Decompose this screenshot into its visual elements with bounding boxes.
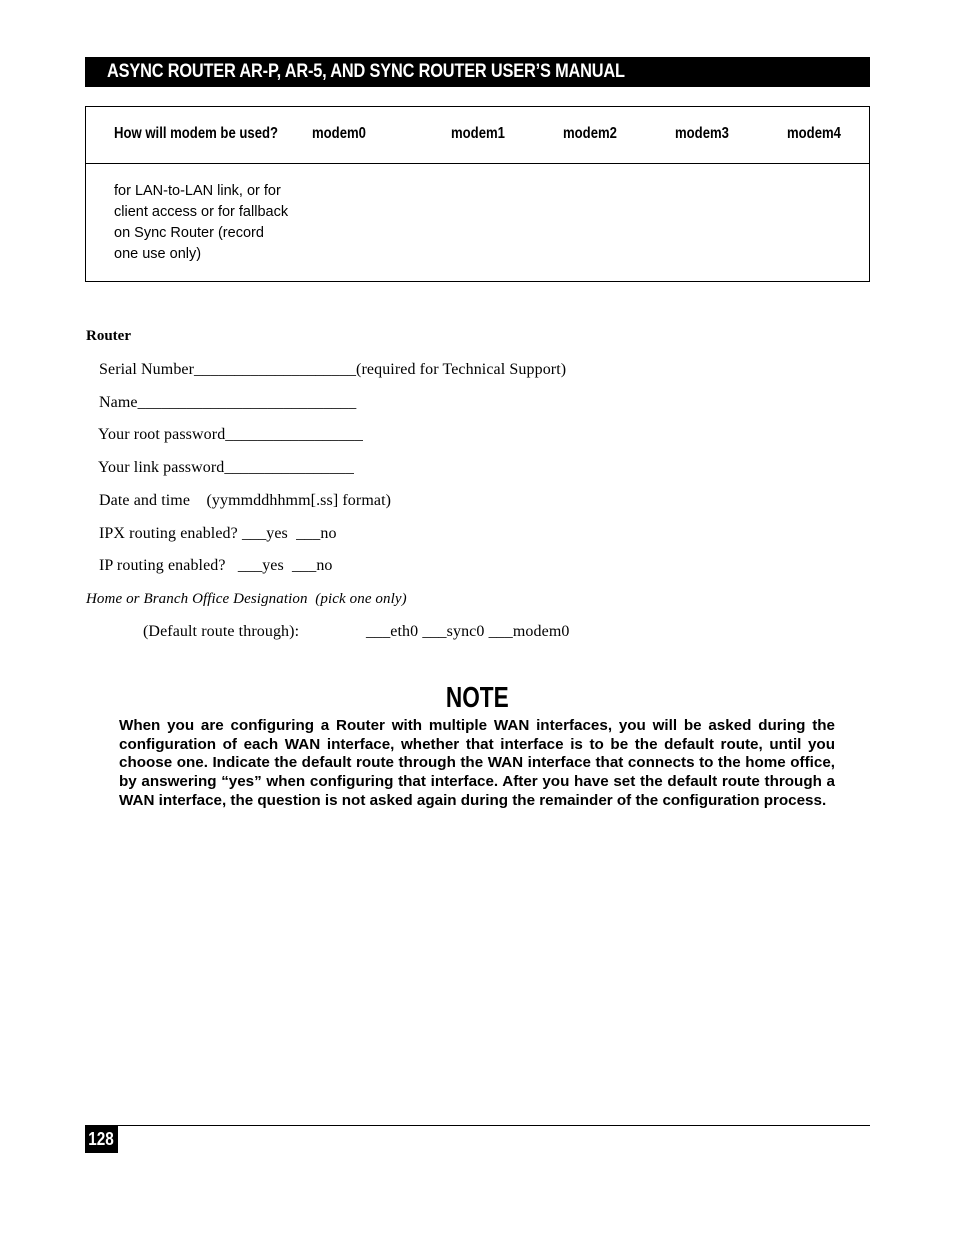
router-heading: Router [86,328,131,344]
usage-line: for LAN-to-LAN link, or for [114,183,281,199]
default-route-options: ___eth0 ___sync0 ___modem0 [366,623,570,640]
manual-title: ASYNC ROUTER AR-P, AR-5, AND SYNC ROUTER USER’S MANUAL [107,61,625,82]
modem-usage-table [85,106,870,282]
usage-line: one use only) [114,246,202,262]
root-password-field: Your root password_________________ [98,426,363,443]
name-field: Name___________________________ [99,394,357,411]
note-body: When you are configuring a Router with multiple WAN interfaces, you will be asked during the configuration of each WAN interface, whether that interface is to be the default route, until you choose one. Indicate the default route through the WAN interface that connects to the home office, by answering “yes” when configuring that interface. After you have set the default route through a WAN interface, the question is not asked again during the remainder of the configuration process. [119,717,835,809]
column-header-usage: How will modem be used? [114,125,279,142]
page-number: 128 [88,1129,115,1149]
table-header-row [86,107,869,164]
link-password-field: Your link password________________ [98,459,355,476]
designation-heading: Home or Branch Office Designation (pick one only) [86,591,407,607]
column-header-modem0: modem0 [312,125,366,142]
note-heading [0,682,954,715]
ip-routing-field: IP routing enabled? ___yes ___no [99,557,333,574]
note-heading-text: NOTE [445,682,509,714]
date-time-field: Date and time (yymmddhhmm[.ss] format) [99,492,392,509]
footer-rule [85,1125,870,1126]
column-header-modem4: modem4 [787,125,841,142]
usage-line: client access or for fallback [114,204,289,220]
usage-line: on Sync Router (record [114,225,264,241]
ipx-routing-field: IPX routing enabled? ___yes ___no [99,525,337,542]
column-header-modem1: modem1 [451,125,505,142]
page-number-box [85,1125,118,1153]
column-header-modem3: modem3 [675,125,729,142]
usage-description [114,181,314,265]
default-route-label: (Default route through): [143,623,300,640]
column-header-modem2: modem2 [563,125,617,142]
running-header [85,57,870,87]
serial-number-field: Serial Number____________________(required for Technical Support) [99,361,567,378]
